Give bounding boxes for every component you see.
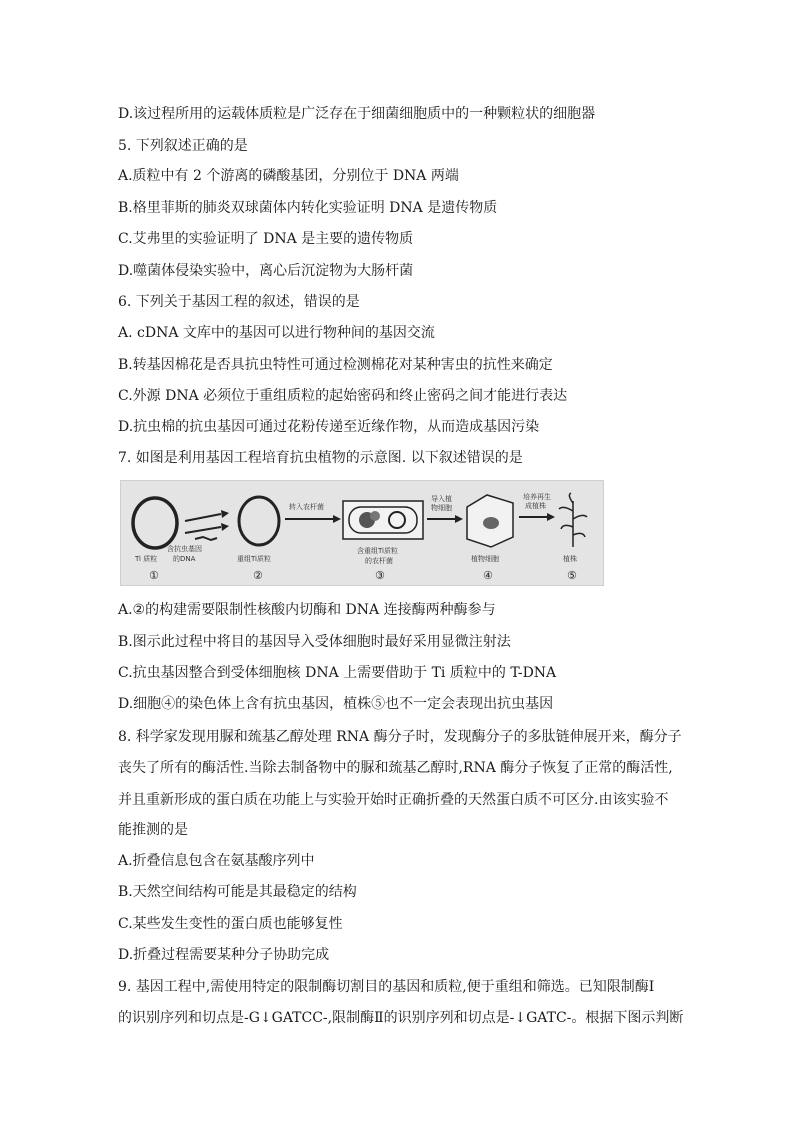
option-4d: D.该过程所用的运载体质粒是广泛存在于细菌细胞质中的一种颗粒状的细胞器 <box>118 106 596 122</box>
ti-plasmid-ring <box>133 498 177 548</box>
question-9-stem-2: 的识别序列和切点是-G↓GATCC-,限制酶Ⅱ的识别序列和切点是-↓GATC-。根据下图示判断 <box>118 1010 684 1026</box>
question-6-stem: 6. 下列关于基因工程的叙述，错误的是 <box>118 294 360 310</box>
option-8b: B.天然空间结构可能是其最稳定的结构 <box>118 884 357 900</box>
gene-engineering-diagram <box>120 480 604 586</box>
recombinant-label: 重组Ti质粒 <box>237 555 272 563</box>
dna-fragment <box>195 537 217 540</box>
gene-dna-label: 含抗虫基因 <box>167 545 202 553</box>
culture-label-1: 培养再生 <box>523 493 551 501</box>
option-6d: D.抗虫棉的抗虫基因可通过花粉传递至近缘作物，从而造成基因污染 <box>118 419 540 435</box>
question-8-stem-4: 能推测的是 <box>118 822 188 838</box>
question-8-stem-3: 并且重新形成的蛋白质在功能上与实验开始时正确折叠的天然蛋白质不可区分.由该实验不 <box>118 792 669 808</box>
option-7b: B.图示此过程中将目的基因导入受体细胞时最好采用显微注射法 <box>118 634 511 650</box>
step-5-number: ⑤ <box>567 569 577 582</box>
into-cell-label-2: 物细胞 <box>431 504 452 512</box>
option-7a: A.②的构建需要限制性核酸内切酶和 DNA 连接酶两种酶参与 <box>118 602 496 618</box>
plant-icon <box>559 493 587 547</box>
question-8-stem-2: 丧失了所有的酶活性.当除去制备物中的脲和巯基乙醇时,RNA 酶分子恢复了正常的酶活性, <box>118 760 673 776</box>
question-7-stem: 7. 如图是利用基因工程培育抗虫植物的示意图. 以下叙述错误的是 <box>118 450 523 466</box>
agro-caption-2: 的农杆菌 <box>365 557 393 565</box>
option-8a: A.折叠信息包含在氨基酸序列中 <box>118 853 315 869</box>
step-3-number: ③ <box>375 569 385 582</box>
question-8-stem-1: 8. 科学家发现用脲和巯基乙醇处理 RNA 酶分子时，发现酶分子的多肽链伸展开来，酶分子 <box>118 729 682 745</box>
option-5a: A.质粒中有 2 个游离的磷酸基团，分别位于 DNA 两端 <box>118 168 459 184</box>
ti-plasmid-label: Ti 质粒 <box>135 555 158 563</box>
option-8c: C.某些发生变性的蛋白质也能够复性 <box>118 916 343 932</box>
option-8d: D.折叠过程需要某种分子协助完成 <box>118 947 330 963</box>
agro-caption-1: 含重组Ti质粒 <box>357 547 399 555</box>
plant-label: 植株 <box>563 555 577 563</box>
gene-dna-label-2: 的DNA <box>173 555 196 563</box>
recombinant-plasmid-ring <box>239 497 279 545</box>
step-1-number: ① <box>149 569 159 582</box>
culture-label-2: 成植株 <box>525 502 546 510</box>
option-5c: C.艾弗里的实验证明了 DNA 是主要的遗传物质 <box>118 231 414 247</box>
option-5b: B.格里菲斯的肺炎双球菌体内转化实验证明 DNA 是遗传物质 <box>118 200 498 216</box>
option-6b: B.转基因棉花是否具抗虫特性可通过检测棉花对某种害虫的抗性来确定 <box>118 357 553 373</box>
into-agro-label: 转入农杆菌 <box>289 503 324 511</box>
step-4-number: ④ <box>483 569 493 582</box>
plant-cell-label: 植物细胞 <box>471 555 499 563</box>
option-6a: A. cDNA 文库中的基因可以进行物种间的基因交流 <box>118 325 435 341</box>
question-9-stem-1: 9. 基因工程中,需使用特定的限制酶切割目的基因和质粒,便于重组和筛选。已知限制酶Ⅰ <box>118 979 655 995</box>
option-5d: D.噬菌体侵染实验中，离心后沉淀物为大肠杆菌 <box>118 263 414 279</box>
step-2-number: ② <box>253 569 263 582</box>
into-cell-label-1: 导入植 <box>431 495 452 503</box>
question-5-stem: 5. 下列叙述正确的是 <box>118 138 248 154</box>
option-6c: C.外源 DNA 必须位于重组质粒的起始密码和终止密码之间才能进行表达 <box>118 388 568 404</box>
option-7c: C.抗虫基因整合到受体细胞核 DNA 上需要借助于 Ti 质粒中的 T-DNA <box>118 665 557 681</box>
option-7d: D.细胞④的染色体上含有抗虫基因，植株⑤也不一定会表现出抗虫基因 <box>118 696 554 712</box>
